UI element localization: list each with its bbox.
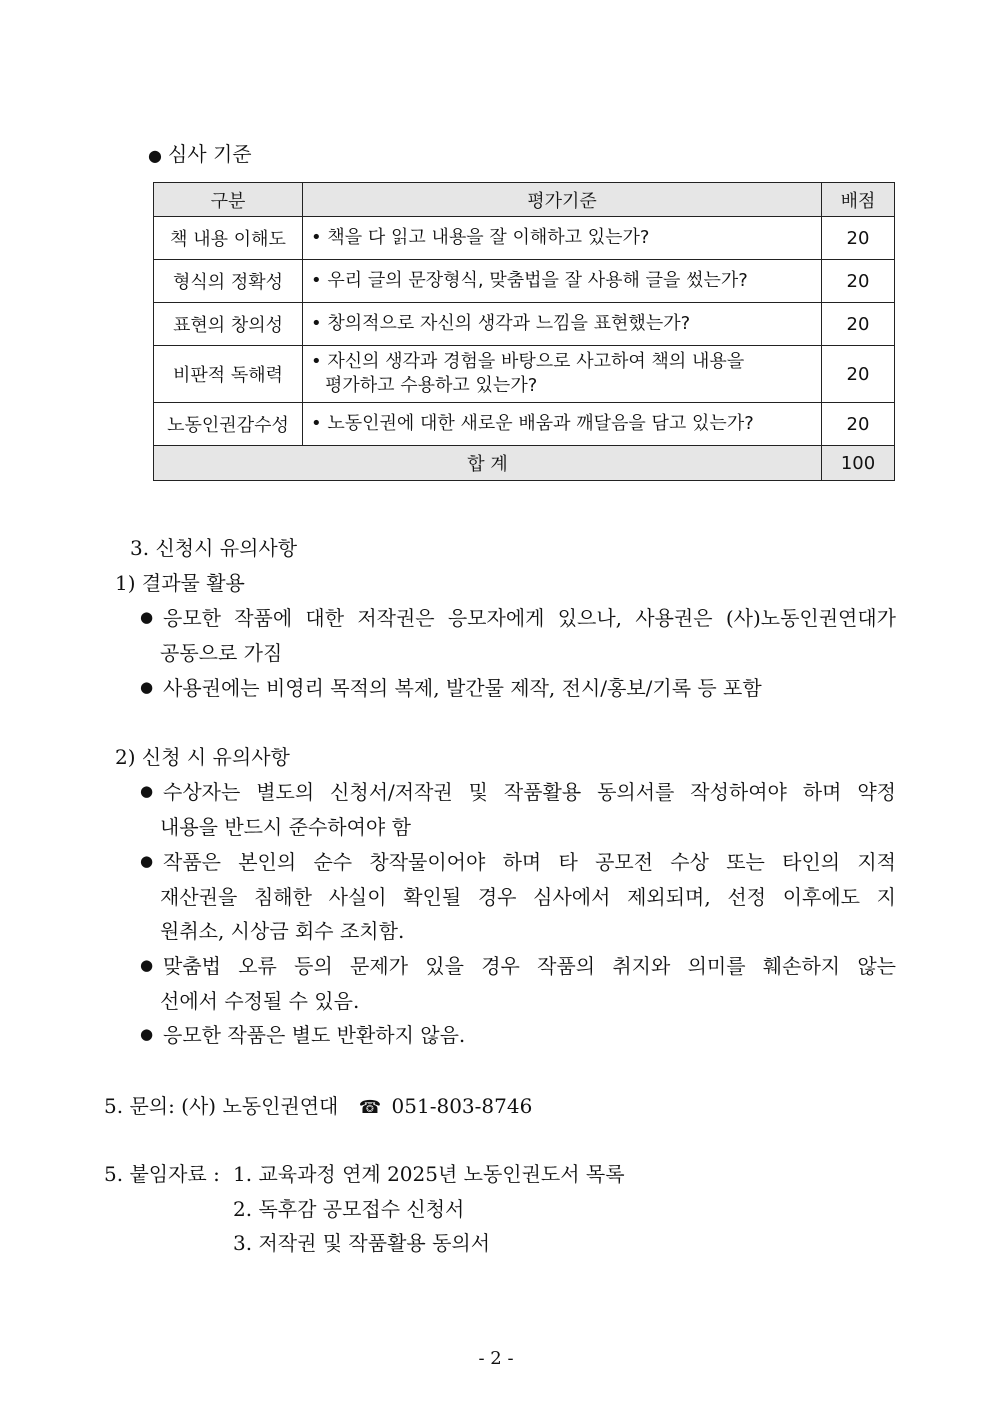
bullet-icon: ● (140, 678, 154, 696)
bullet-icon: ● (140, 956, 154, 974)
row-score: 20 (822, 260, 895, 303)
attachments-label: 5. 붙임자료 : (104, 1162, 220, 1186)
row-criteria (303, 303, 822, 346)
table-row (154, 217, 895, 260)
row-score: 20 (822, 217, 895, 260)
row-criteria (303, 260, 822, 303)
row-score: 20 (822, 346, 895, 403)
sub1-title: 1) 결과물 활용 (115, 571, 245, 595)
inquiry-label: 5. 문의: (사) 노동인권연대 (104, 1094, 339, 1118)
criteria-line: • 우리 글의 문장형식, 맞춤법을 잘 사용해 글을 썼는가? (311, 270, 748, 291)
sub2-item-line: 맞춤법 오류 등의 문제가 있을 경우 작품의 취지와 의미를 훼손하지 않는 (163, 954, 896, 978)
header-score: 배점 (822, 183, 895, 217)
row-criteria (303, 217, 822, 260)
sub2-item-line: 수상자는 별도의 신청서/저작권 및 작품활용 동의서를 작성하여야 하며 약정 (163, 780, 896, 804)
total-score: 100 (822, 446, 895, 481)
inquiry-phone: 051-803-8746 (391, 1094, 533, 1118)
sub2-item-line: 작품은 본인의 순수 창작물이어야 하며 타 공모전 수상 또는 타인의 지적 (163, 850, 896, 874)
table-row (154, 403, 895, 446)
criteria-line: • 자신의 생각과 경험을 바탕으로 사고하여 책의 내용을 (311, 351, 745, 372)
table-row (154, 346, 895, 403)
header-category: 구분 (154, 183, 303, 217)
sub2-item-line: 응모한 작품은 별도 반환하지 않음. (163, 1023, 466, 1047)
row-category: 비판적 독해력 (154, 346, 303, 403)
attachment-item: 1. 교육과정 연계 2025년 노동인권도서 목록 (233, 1162, 625, 1186)
row-criteria (303, 403, 822, 446)
criteria-line: • 노동인권에 대한 새로운 배움과 깨달음을 담고 있는가? (311, 413, 754, 434)
row-score: 20 (822, 303, 895, 346)
criteria-heading (148, 138, 252, 167)
header-criteria: 평가기준 (303, 183, 822, 217)
row-criteria (303, 346, 822, 403)
total-label: 합 계 (154, 446, 822, 481)
criteria-table (153, 182, 895, 481)
bullet-icon: ● (140, 608, 154, 626)
criteria-line: • 책을 다 읽고 내용을 잘 이해하고 있는가? (311, 227, 650, 248)
table-row (154, 303, 895, 346)
sub2-item-line: 재산권을 침해한 사실이 확인될 경우 심사에서 제외되며, 선정 이후에도 지 (160, 885, 896, 909)
table-header-row (154, 183, 895, 217)
table-row (154, 260, 895, 303)
phone-icon: ☎ (358, 1097, 382, 1118)
criteria-heading-text: 심사 기준 (167, 142, 252, 166)
row-category: 책 내용 이해도 (154, 217, 303, 260)
bullet-icon: ● (140, 852, 154, 870)
row-category: 노동인권감수성 (154, 403, 303, 446)
sub1-item-line: 사용권에는 비영리 목적의 복제, 발간물 제작, 전시/홍보/기록 등 포함 (163, 676, 762, 700)
table-total-row (154, 446, 895, 481)
criteria-line: 평가하고 수용하고 있는가? (325, 375, 538, 396)
bullet-icon: ● (148, 146, 162, 165)
inquiry (104, 1090, 532, 1119)
criteria-line: • 창의적으로 자신의 생각과 느낌을 표현했는가? (311, 313, 691, 334)
sub1-item-line: 응모한 작품에 대한 저작권은 응모자에게 있으나, 사용권은 (사)노동인권연대가 (163, 606, 896, 630)
sub1-item-line: 공동으로 가짐 (160, 641, 283, 665)
sub2-title: 2) 신청 시 유의사항 (115, 745, 290, 769)
sub2-item-line: 선에서 수정될 수 있음. (160, 989, 360, 1013)
row-category: 형식의 정확성 (154, 260, 303, 303)
sub2-item-line: 원취소, 시상금 회수 조치함. (160, 919, 405, 943)
row-category: 표현의 창의성 (154, 303, 303, 346)
bullet-icon: ● (140, 1025, 154, 1043)
page-number: - 2 - (478, 1348, 514, 1369)
row-score: 20 (822, 403, 895, 446)
section3-title: 3. 신청시 유의사항 (130, 536, 298, 560)
bullet-icon: ● (140, 782, 154, 800)
sub2-item-line: 내용을 반드시 준수하여야 함 (160, 815, 411, 839)
attachment-item: 2. 독후감 공모접수 신청서 (233, 1197, 465, 1221)
attachment-item: 3. 저작권 및 작품활용 동의서 (233, 1231, 491, 1255)
